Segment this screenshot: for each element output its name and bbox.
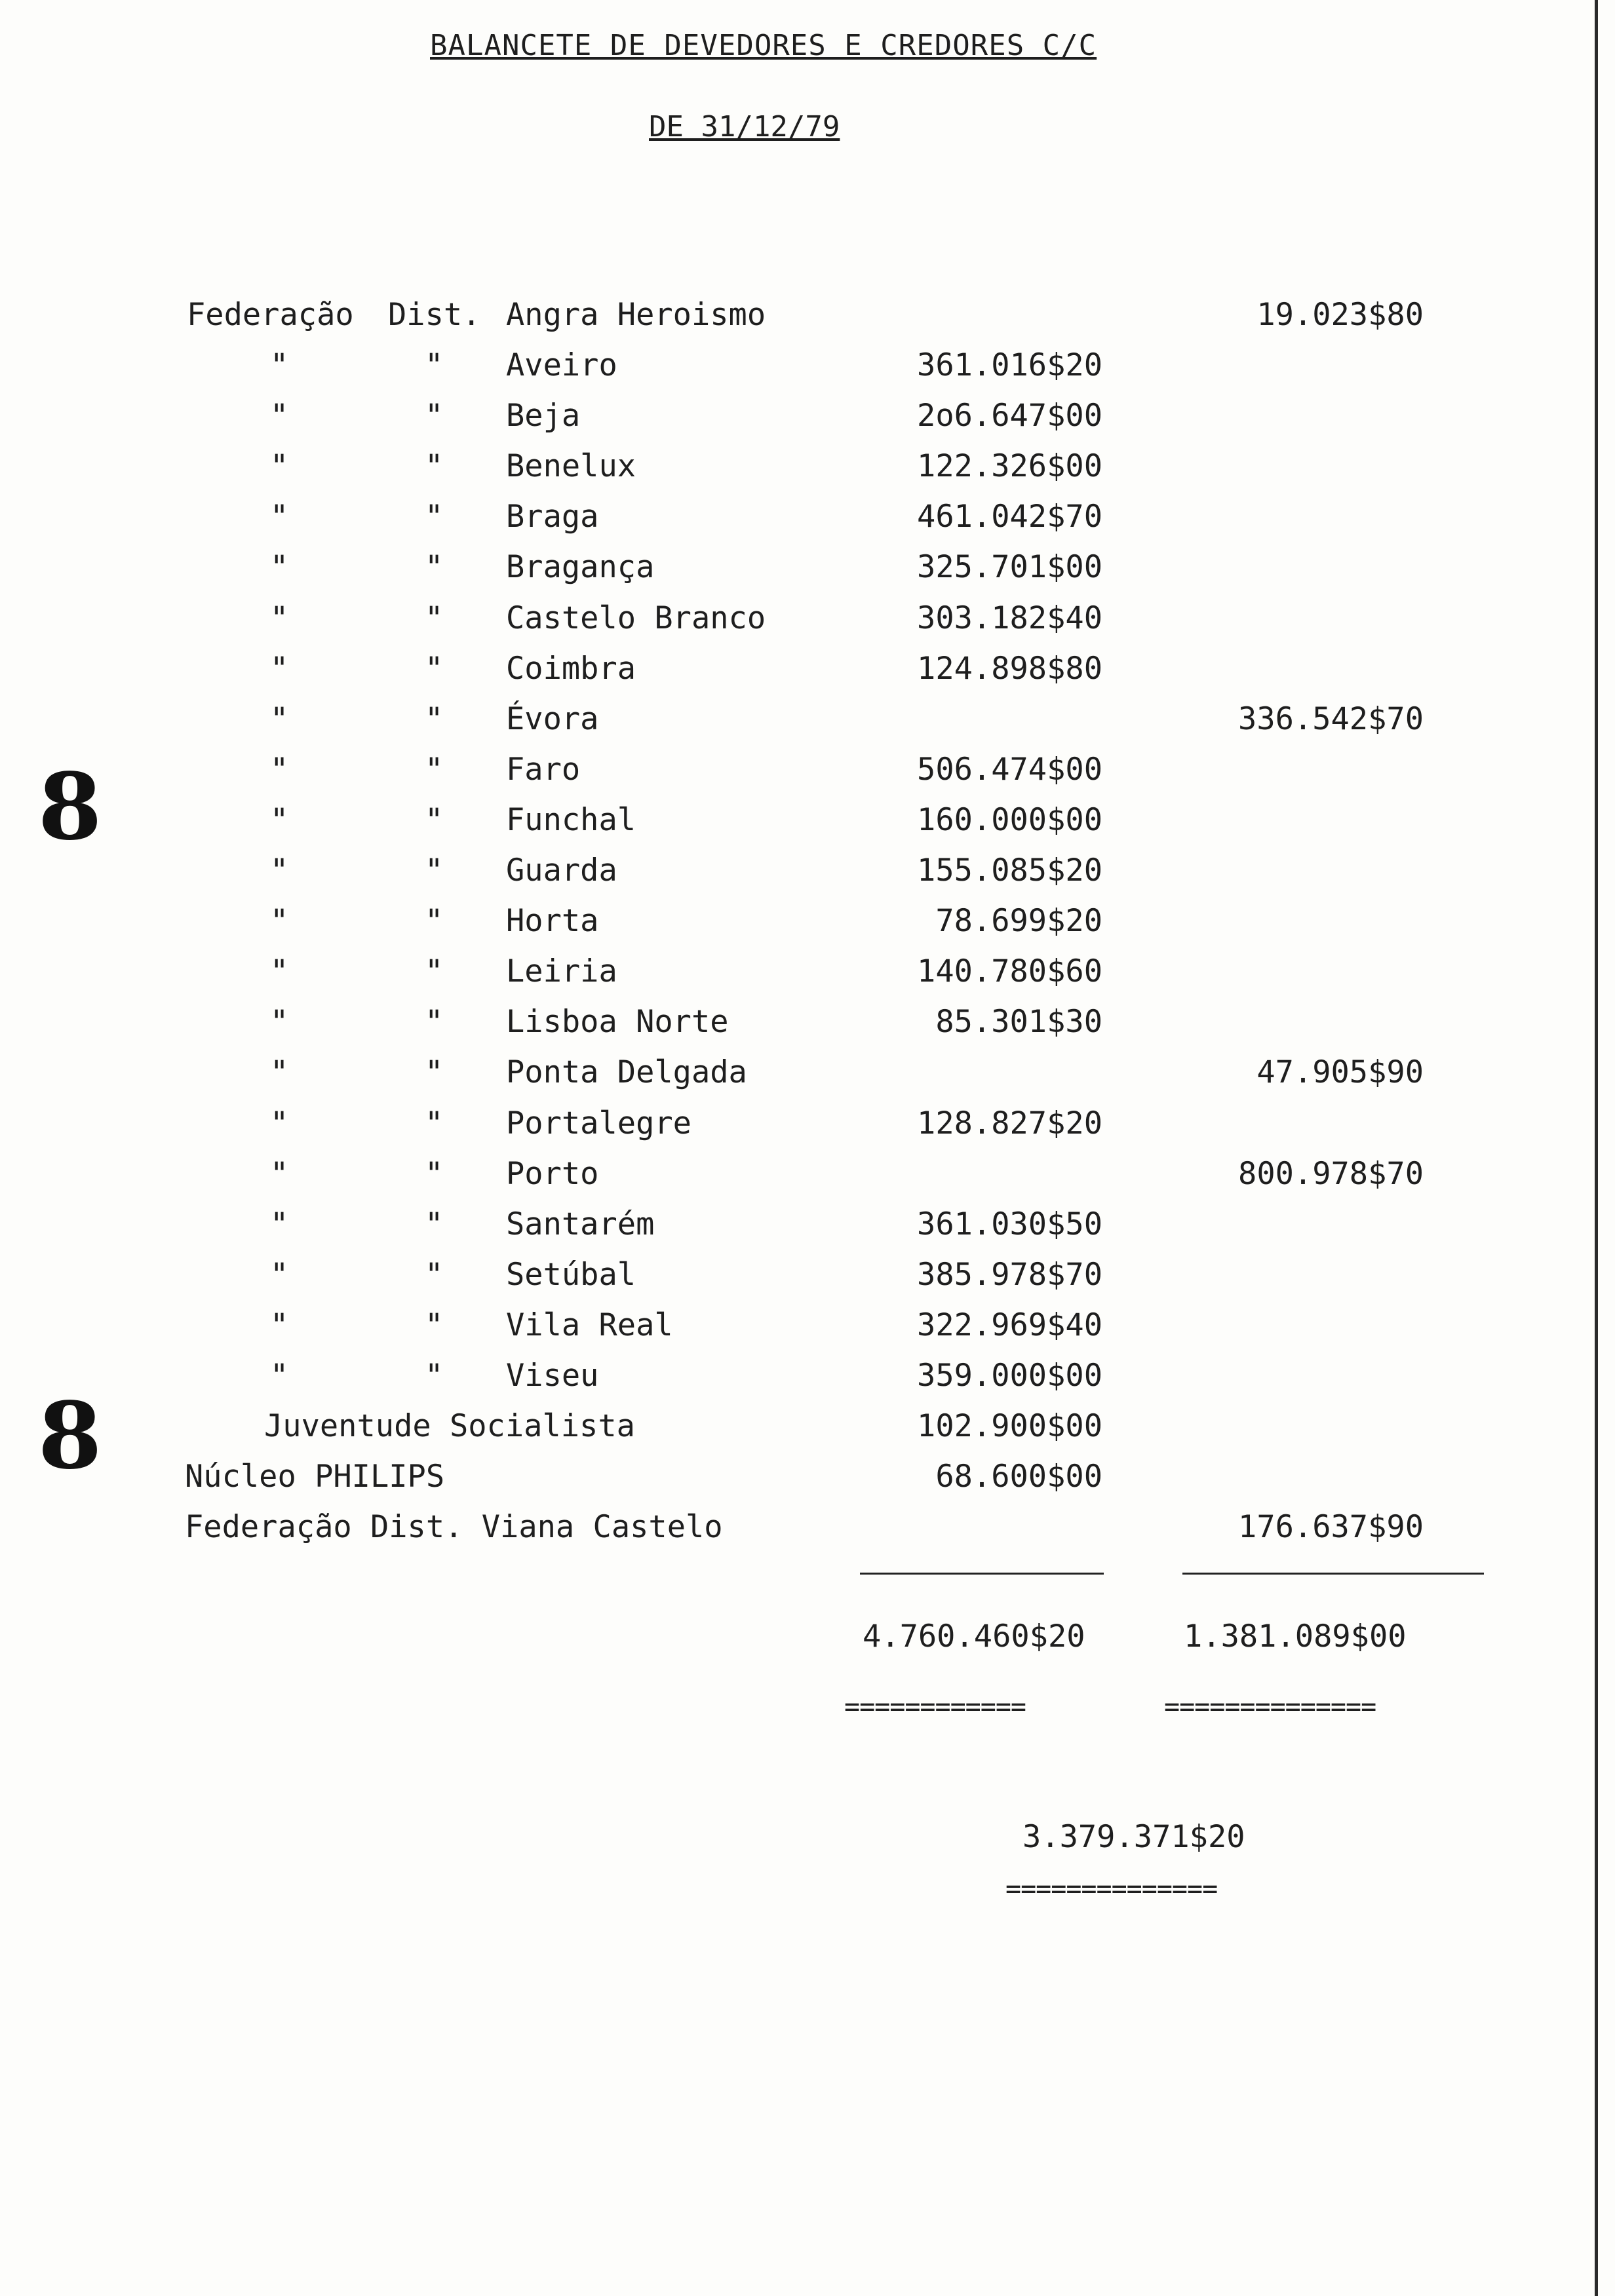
ledger-row — [0, 444, 1615, 494]
row-ditto-2: " — [425, 903, 444, 940]
row-name: Santarém — [506, 1206, 655, 1242]
credit-sum-rule — [1182, 1573, 1484, 1575]
ledger-row — [0, 1454, 1615, 1504]
row-name: Braga — [506, 499, 599, 535]
ledger-row — [0, 898, 1615, 949]
row-label: Juventude Socialista — [264, 1408, 635, 1445]
row-ditto-1: " — [270, 903, 289, 940]
row-credit: 800.978$70 — [1238, 1155, 1424, 1192]
row-debit: 78.699$20 — [935, 903, 1102, 940]
ledger-row — [0, 949, 1615, 999]
row-ditto-2: " — [425, 448, 444, 485]
row-ditto-2: " — [425, 700, 444, 737]
row-debit: 506.474$00 — [917, 751, 1102, 788]
row-name: Évora — [506, 700, 599, 737]
row-ditto-1: " — [270, 448, 289, 485]
binder-hole-mark-top: 8 — [38, 754, 102, 861]
row-ditto-2: " — [425, 953, 444, 990]
ledger-row — [0, 596, 1615, 646]
ledger-row — [0, 1202, 1615, 1252]
ledger-row — [0, 1353, 1615, 1404]
row-debit: 102.900$00 — [917, 1408, 1102, 1445]
row-ditto-2: " — [425, 801, 444, 838]
row-ditto-1: " — [270, 1357, 289, 1394]
row-debit: 2o6.647$00 — [917, 398, 1102, 434]
row-debit: 361.016$20 — [917, 347, 1102, 384]
debit-total: 4.760.460$20 — [863, 1618, 1085, 1655]
row-ditto-2: " — [425, 1054, 444, 1091]
ledger-row — [0, 494, 1615, 545]
row-credit: 47.905$90 — [1256, 1054, 1424, 1091]
row-ditto-1: " — [270, 801, 289, 838]
row-name: Aveiro — [506, 347, 617, 384]
ledger-row — [0, 1151, 1615, 1202]
row-debit: 122.326$00 — [917, 448, 1102, 485]
row-prefix: Federação — [187, 297, 354, 333]
ledger-row — [0, 646, 1615, 697]
row-debit: 303.182$40 — [917, 600, 1102, 636]
row-debit: 160.000$00 — [917, 801, 1102, 838]
row-ditto-1: " — [270, 549, 289, 586]
ledger-row — [0, 999, 1615, 1050]
row-debit: 322.969$40 — [917, 1307, 1102, 1343]
row-name: Guarda — [506, 852, 617, 889]
row-debit: 124.898$80 — [917, 650, 1102, 687]
row-debit: 385.978$70 — [917, 1256, 1102, 1293]
row-debit: 359.000$00 — [917, 1357, 1102, 1394]
row-ditto-2: " — [425, 600, 444, 636]
row-ditto-2: " — [425, 1105, 444, 1141]
debit-total-underline: ============ — [844, 1692, 1026, 1722]
row-ditto-1: " — [270, 499, 289, 535]
row-debit: 128.827$20 — [917, 1105, 1102, 1141]
row-ditto-1: " — [270, 650, 289, 687]
row-name: Bragança — [506, 549, 655, 586]
row-ditto-1: " — [270, 1155, 289, 1192]
row-ditto-1: " — [270, 600, 289, 636]
row-ditto-1: " — [270, 1004, 289, 1041]
row-ditto-1: " — [270, 953, 289, 990]
row-name: Angra Heroismo — [506, 297, 766, 333]
debit-sum-rule — [860, 1573, 1104, 1575]
ledger-row — [0, 343, 1615, 393]
row-ditto-2: " — [425, 852, 444, 889]
row-debit: 361.030$50 — [917, 1206, 1102, 1242]
balance-total: 3.379.371$20 — [1022, 1819, 1245, 1855]
row-name: Viseu — [506, 1357, 599, 1394]
document-date: DE 31/12/79 — [649, 110, 840, 144]
row-name: Horta — [506, 903, 599, 940]
ledger-row — [0, 1504, 1615, 1555]
row-ditto-1: " — [270, 398, 289, 434]
row-name: Portalegre — [506, 1105, 691, 1141]
row-name: Porto — [506, 1155, 599, 1192]
row-ditto-1: " — [270, 1256, 289, 1293]
balance-underline: ============== — [1005, 1874, 1218, 1904]
row-name: Benelux — [506, 448, 636, 485]
row-ditto-1: " — [270, 700, 289, 737]
document-title: BALANCETE DE DEVEDORES E CREDORES C/C — [430, 29, 1097, 62]
row-name: Faro — [506, 751, 581, 788]
row-ditto-1: Dist. — [388, 297, 481, 333]
row-ditto-2: " — [425, 1357, 444, 1394]
row-debit: 325.701$00 — [917, 549, 1102, 586]
row-name: Vila Real — [506, 1307, 673, 1343]
row-ditto-1: " — [270, 1054, 289, 1091]
row-debit: 68.600$00 — [935, 1459, 1102, 1495]
ledger-row — [0, 1101, 1615, 1151]
row-ditto-2: " — [425, 1004, 444, 1041]
ledger-row — [0, 1303, 1615, 1353]
row-name: Funchal — [506, 801, 636, 838]
row-ditto-1: " — [270, 1206, 289, 1242]
ledger-row — [0, 545, 1615, 595]
row-ditto-1: " — [270, 1307, 289, 1343]
row-debit: 85.301$30 — [935, 1004, 1102, 1041]
ledger-row — [0, 1050, 1615, 1100]
row-ditto-2: " — [425, 650, 444, 687]
row-ditto-2: " — [425, 751, 444, 788]
ledger-row — [0, 697, 1615, 747]
row-ditto-1: " — [270, 751, 289, 788]
row-ditto-2: " — [425, 398, 444, 434]
row-label: Núcleo PHILIPS — [185, 1459, 445, 1495]
row-name: Lisboa Norte — [506, 1004, 729, 1041]
row-ditto-2: " — [425, 1206, 444, 1242]
credit-total: 1.381.089$00 — [1184, 1618, 1407, 1655]
row-name: Leiria — [506, 953, 617, 990]
row-ditto-2: " — [425, 347, 444, 384]
row-debit: 155.085$20 — [917, 852, 1102, 889]
row-label: Federação Dist. Viana Castelo — [185, 1509, 723, 1546]
row-ditto-1: " — [270, 347, 289, 384]
row-ditto-2: " — [425, 1307, 444, 1343]
binder-hole-mark-bottom: 8 — [38, 1383, 102, 1490]
ledger-row — [0, 747, 1615, 797]
row-name: Coimbra — [506, 650, 636, 687]
row-debit: 461.042$70 — [917, 499, 1102, 535]
row-name: Ponta Delgada — [506, 1054, 747, 1091]
ledger-row — [0, 848, 1615, 898]
row-ditto-2: " — [425, 1256, 444, 1293]
ledger-row — [0, 1252, 1615, 1303]
ledger-row — [0, 393, 1615, 444]
ledger-row — [0, 797, 1615, 848]
row-ditto-2: " — [425, 499, 444, 535]
row-name: Beja — [506, 398, 581, 434]
row-name: Castelo Branco — [506, 600, 766, 636]
row-credit: 336.542$70 — [1238, 700, 1424, 737]
page-edge — [1595, 0, 1598, 2296]
ledger-rows — [0, 292, 1615, 1555]
row-ditto-2: " — [425, 1155, 444, 1192]
credit-total-underline: ============== — [1164, 1692, 1376, 1722]
row-ditto-1: " — [270, 1105, 289, 1141]
ledger-row — [0, 1404, 1615, 1454]
row-name: Setúbal — [506, 1256, 636, 1293]
ledger-row — [0, 292, 1615, 343]
row-ditto-2: " — [425, 549, 444, 586]
row-credit: 19.023$80 — [1256, 297, 1424, 333]
row-credit: 176.637$90 — [1238, 1509, 1424, 1546]
row-debit: 140.780$60 — [917, 953, 1102, 990]
row-ditto-1: " — [270, 852, 289, 889]
